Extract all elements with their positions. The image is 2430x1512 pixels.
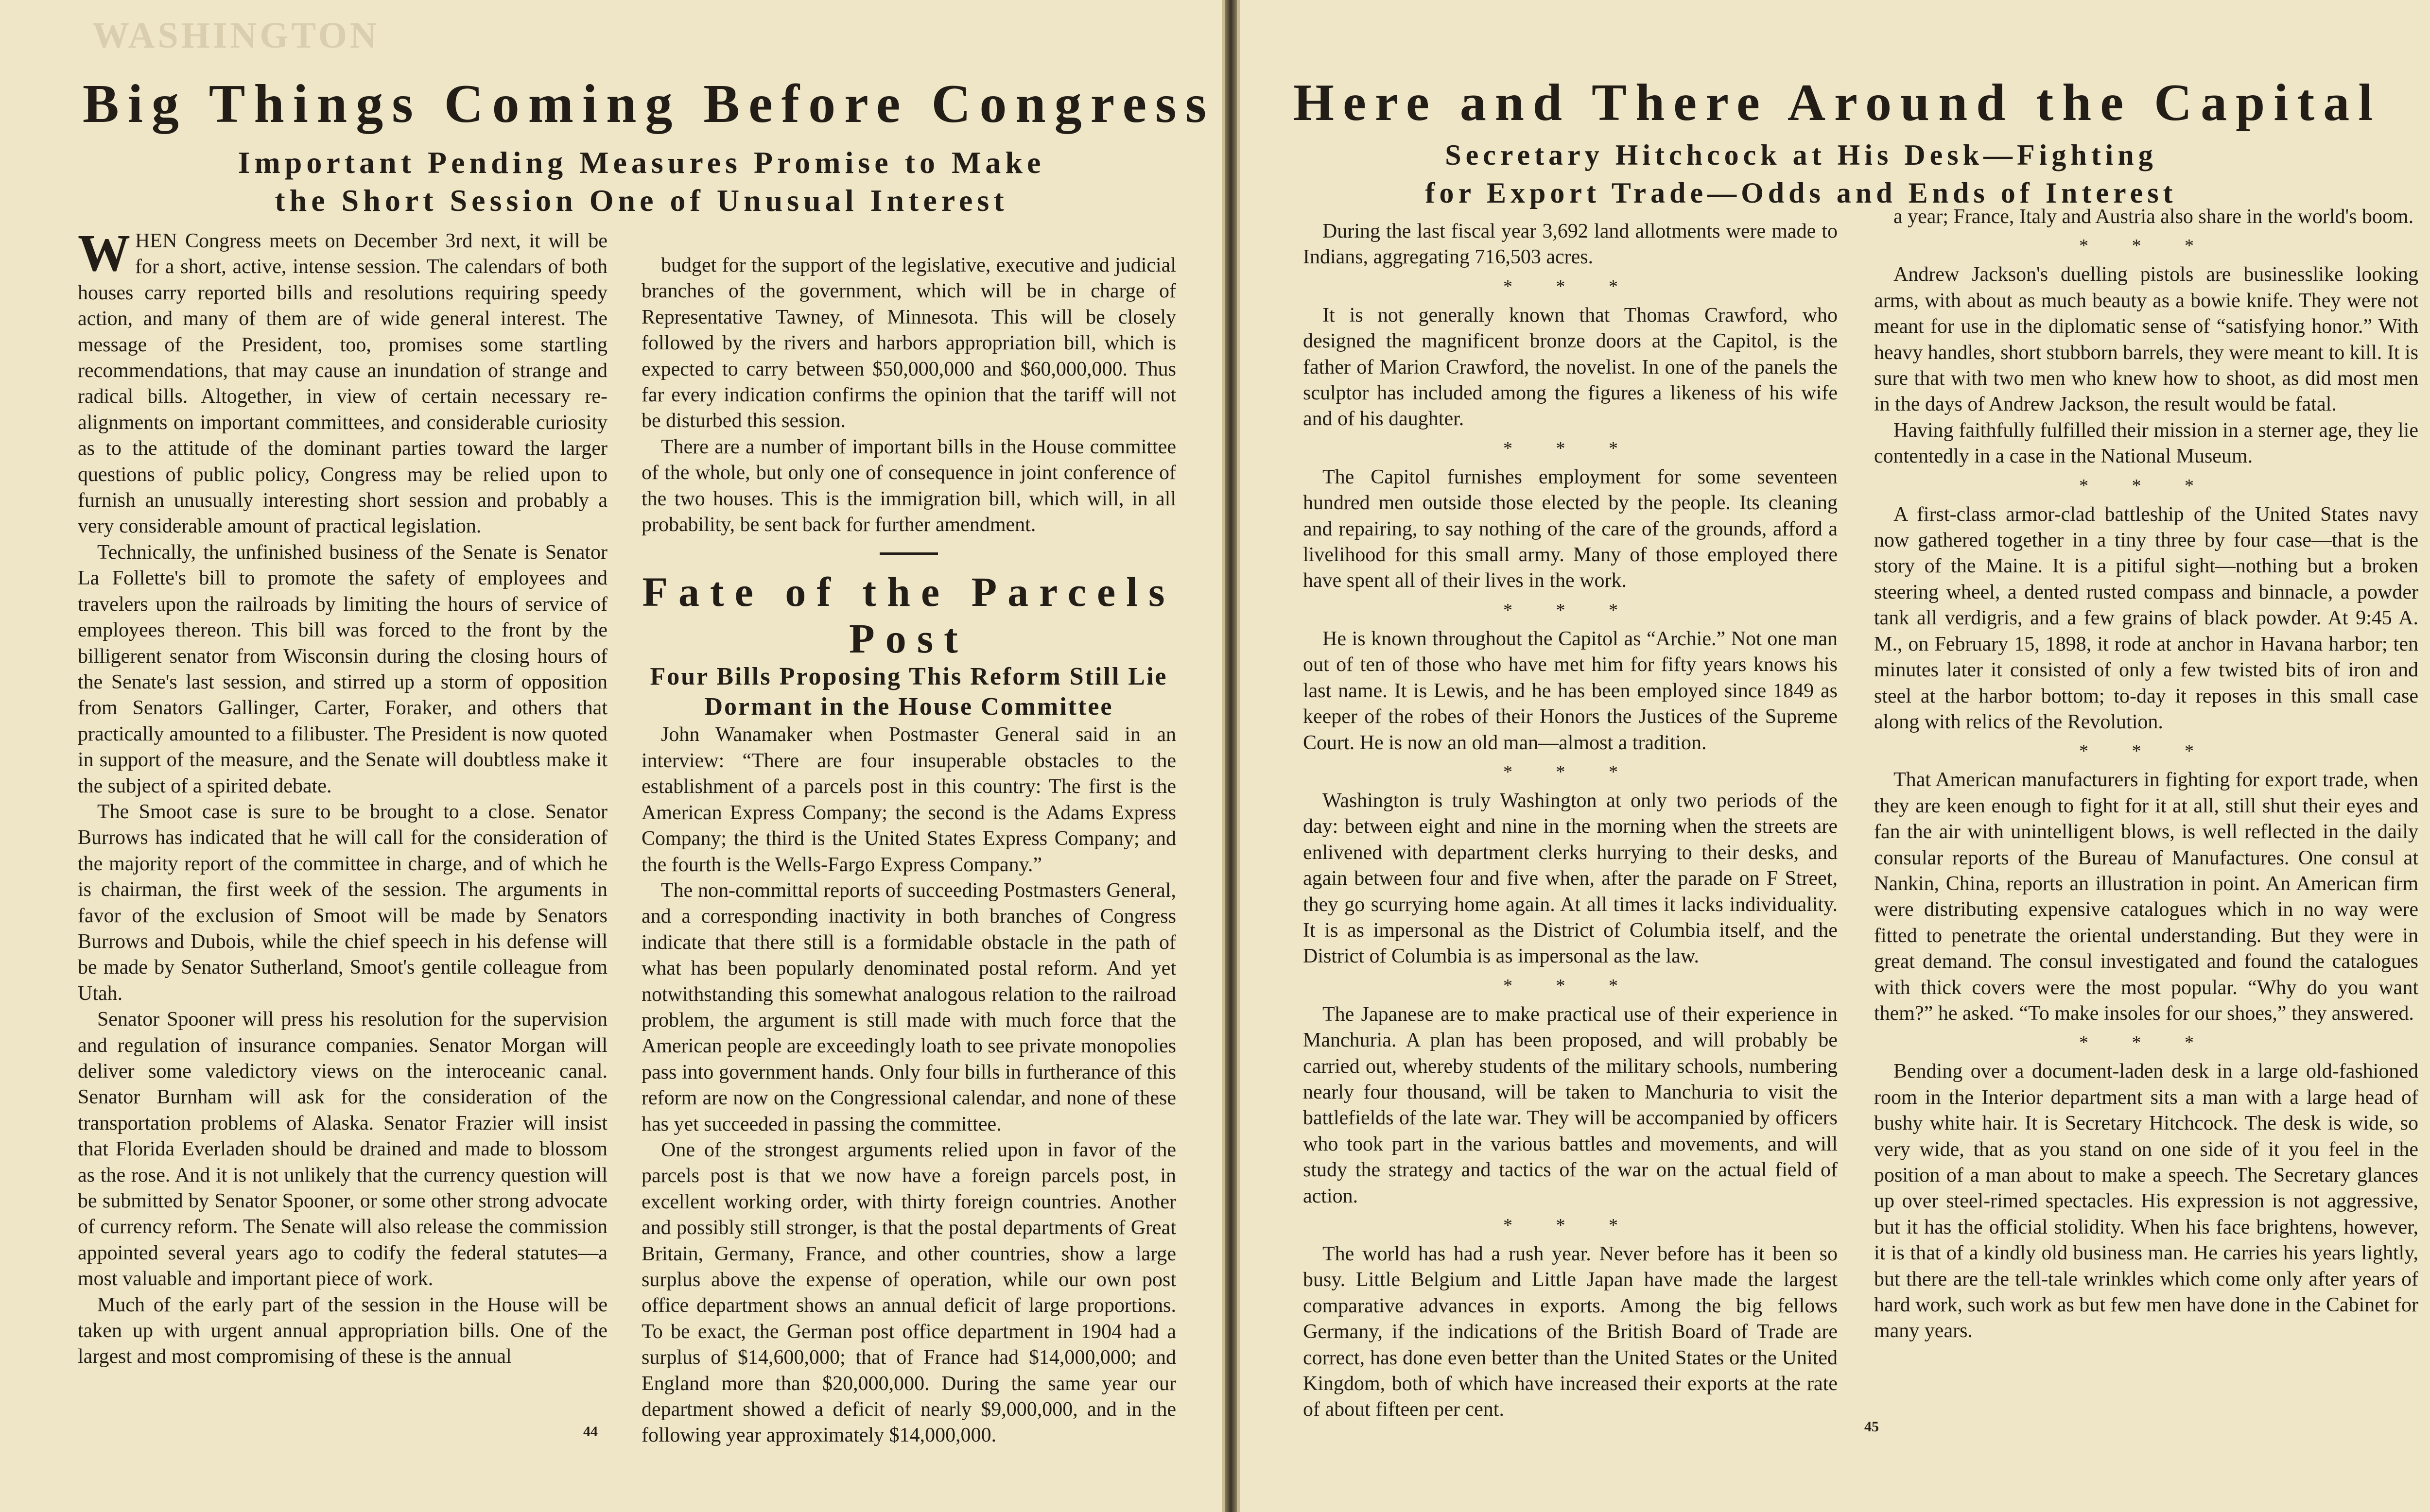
right-col2-para-6: Bending over a document-laden desk in a large old-fashioned room in the Interior department sits a man with a large head of bushy white hair. It is Secretary Hitchcock. The desk is wide, so very wide, that as you stand on one side of it you feel in the position of a man about to make a speech. The Secretary glances up over steel-rimed spectacles. His expression is not aggressive, but it has the official stolidity. When his face brightens, however, it is that of a kindly old business man. He carries his years lightly, but there are the tell-tale wrinkles which come only after years of hard work, such work as but few men have done in the Cabinet for many years. [1874, 1060, 2418, 1342]
left-col1-para-3: The Smoot case is sure to be brought to a close. Senator Burrows has indicated that he will call for the consideration of the majority report of the committee in charge, and of which he is chairman, the first week of the session. The arguments in favor of the exclusion of Smoot will be made by Senators Burrows and Dubois, while the chief speech in his defense will be made by Senator Sutherland, Smoot's gentile colleague from Utah. [78, 800, 608, 1005]
left-subhead [204, 144, 1079, 220]
right-column-1 [1303, 219, 1838, 1423]
right-page-number: 45 [1864, 1419, 1879, 1435]
right-col1-para-4: He is known throughout the Capitol as “Archie.” Not one man out of ten of those who have met him for fifty years knows his last name. It is Lewis, and he has been employed since 1849 as keeper of the robes of their Honors the Justices of the Supreme Court. He is now an old man—almost a tradition. [1303, 627, 1838, 754]
asterism: * * * [1503, 600, 1637, 620]
left-subhead-line-2: the Short Session One of Unusual Interest [275, 183, 1008, 218]
right-column-2 [1874, 204, 2418, 1344]
right-subhead [1400, 136, 2202, 212]
left-col1-para-5: Much of the early part of the session in the House will be taken up with urgent annual appropriation bills. One of the largest and most compromising of these is the annual [78, 1293, 608, 1368]
asterism: * * * [2079, 236, 2213, 257]
left-column-2 [642, 253, 1176, 1449]
right-page [1237, 0, 2430, 1512]
left-col1-para-2: Technically, the unfinished business of the Senate is Senator La Follette's bill to promote the safety of employees and travelers upon the railroads by limiting the hours of service of employees thereon. This bill was forced to the front by the billigerent senator from Wisconsin during the closing hours of the Senate's last session, and stirred up a storm of opposition from Senators Gallinger, Carter, Foraker, and others that practically amounted to a filibuster. The President is now quoted in support of the measure, and the Senate will doubtless make it the subject of a spirited debate. [78, 541, 608, 797]
right-col1-para-5: Washington is truly Washington at only two periods of the day: between eight and nine in the morning when the streets are enlivened with department clerks hurrying to their desks, and again between four and five when, after the parade on F Street, they go scurrying home again. At all times it lacks individuality. It is as impersonal as the District of Columbia itself, and the District of Columbia is as impersonal as the law. [1303, 789, 1838, 968]
asterism: * * * [1503, 276, 1637, 297]
right-subhead-line-2: for Export Trade—Odds and Ends of Interest [1425, 177, 2177, 209]
left-headline: Big Things Coming Before Congress [83, 74, 1215, 134]
right-headline: Here and There Around the Capital [1293, 74, 2382, 132]
left-page-number: 44 [583, 1424, 598, 1440]
right-col1-para-3: The Capitol furnishes employment for some seventeen hundred men outside those elected by the people. Its cleaning and repairing, to say nothing of the care of the grounds, afford a livelihood for this small army. Many of those employed there have spent all of their lives in the work. [1303, 465, 1838, 592]
right-col2-para-3: Having faithfully fulfilled their mission in a sterner age, they lie contentedly in a case in the National Museum. [1874, 419, 2418, 468]
right-col1-para-1: During the last fiscal year 3,692 land allotments were made to Indians, aggregating 716,503 acres. [1303, 220, 1838, 269]
right-col2-para-1: a year; France, Italy and Austria also share in the world's boom. [1893, 206, 2414, 228]
parcels-post-subhead: Four Bills Proposing This Reform Still Lie Dormant in the House Committee [650, 663, 1168, 721]
section-divider-rule [880, 552, 938, 555]
asterism: * * * [1503, 975, 1637, 996]
right-col1-para-6: The Japanese are to make practical use of their experience in Manchuria. A plan has been proposed, and will probably be carried out, whereby students of the military schools, numbering nearly four thousand, will be taken to Manchuria to visit the battlefields of the late war. They will be accompanied by officers who took part in the various battles and movements, and will study the strategy and tactics of the war on the actual field of action. [1303, 1003, 1838, 1207]
left-col2-para-3: John Wanamaker when Postmaster General said in an interview: “There are four insuperable obstacles to the establishment of a parcels post in this country: The first is the American Express Company; the second is the Adams Express Company; the third is the United States Express Company; and the fourth is the Wells-Fargo Express Company.” [642, 723, 1176, 876]
parcels-post-headline: Fate of the Parcels Post [642, 568, 1176, 662]
drop-cap: W [78, 224, 130, 282]
left-col1-para-1 [78, 224, 608, 540]
asterism: * * * [2079, 741, 2213, 762]
right-col1-para-7: The world has had a rush year. Never before has it been so busy. Little Belgium and Little Japan have made the largest comparative advances in exports. Among the big fellows Germany, if the indications of the British Board of Trade are correct, has done even better than the United States or the United Kingdom, both of which have increased their exports at the rate of about fifteen per cent. [1303, 1243, 1838, 1421]
asterism: * * * [1503, 761, 1637, 782]
left-col2-para-1: budget for the support of the legislative, executive and judicial branches of the government, which will be in charge of Representative Tawney, of Minnesota. This will be closely followed by the rivers and harbors appropriation bill, which is expected to carry between $50,000,000 and $60,000,000. Thus far every indication confirms the opinion that the tariff will not be disturbed this session. [642, 254, 1176, 432]
book-gutter [1225, 0, 1237, 1512]
masthead-bleed: WASHINGTON [92, 15, 380, 56]
right-subhead-line-1: Secretary Hitchcock at His Desk—Fighting [1445, 139, 2157, 171]
asterism: * * * [1503, 438, 1637, 459]
asterism: * * * [2079, 475, 2213, 496]
asterism: * * * [1503, 1215, 1637, 1236]
asterism: * * * [2079, 1032, 2213, 1053]
left-col2-para-5: One of the strongest arguments relied upon in favor of the parcels post is that we now have a foreign parcels post, in excellent working order, with thirty foreign countries. Another and possibly still stronger, is that the postal departments of Great Britain, Germany, France, and other countries, show a large surplus above the expense of operation, while our own post office department shows an annual deficit of large proportions. To be exact, the German post office department in 1904 had a surplus of $14,600,000; that of France had $14,000,000; and England more than $20,000,000. During the same year our department showed a deficit of nearly $9,000,000, and in the following year approximately $14,000,000. [642, 1138, 1176, 1447]
left-col2-para-2: There are a number of important bills in the House committee of the whole, but only one of consequence in joint conference of the two houses. This is the immigration bill, which will, in all probability, be sent back for further amendment. [642, 435, 1176, 536]
right-col1-para-2: It is not generally known that Thomas Crawford, who designed the magnificent bronze doors at the Capitol, is the father of Marion Crawford, the novelist. In one of the panels the sculptor has included among the figures a likeness of his wife and of his daughter. [1303, 304, 1838, 430]
left-subhead-line-1: Important Pending Measures Promise to Make [238, 145, 1045, 180]
left-col2-para-4: The non-committal reports of succeeding Postmasters General, and a corresponding inactivity in both branches of Congress indicate that there still is a formidable obstacle in the path of what has been popularly denominated postal reform. And yet notwithstanding this somewhat analogous relation to the railroad problem, the argument is still made with much force that the American people are exceedingly loath to see private monopolies pass into government hands. Only four bills in furtherance of this reform are now on the Congressional calendar, and none of these has yet succeeded in passing the committee. [642, 879, 1176, 1135]
right-col2-para-4: A first-class armor-clad battleship of the United States navy now gathered together in a tiny three by four case—that is the story of the Maine. It is a pitiful sight—nothing but a broken steering wheel, a dented rusted compass and binnacle, a powder tank all verdigris, and a few grains of black powder. At 9:45 A. M., on February 15, 1898, it rode at anchor in Havana harbor; ten minutes later it consisted of only a few twisted bits of iron and steel at the harbor bottom; to-day it reposes in this small case along with relics of the Revolution. [1874, 503, 2418, 733]
left-column-1 [78, 224, 608, 1370]
right-col2-para-2: Andrew Jackson's duelling pistols are businesslike looking arms, with about as much beauty as a bowie knife. They were not meant for use in the diplomatic sense of “satisfying honor.” With heavy handles, short stubborn barrels, they were meant to kill. It is sure that with two men who knew how to shoot, as did most men in the days of Andrew Jackson, the result would be fatal. [1874, 263, 2418, 416]
left-col1-para-4: Senator Spooner will press his resolution for the supervision and regulation of insurance companies. Senator Morgan will deliver some valedictory views on the interoceanic canal. Senator Burnham will ask for the consideration of the transportation problems of Alaska. Senator Frazier will insist that Florida Everladen should be drained and made to blossom as the rose. And it is not unlikely that the currency question will be submitted by Senator Spooner, or some other strong advocate of currency reform. The Senate will also release the commission appointed several years ago to codify the federal statutes—a most valuable and important piece of work. [78, 1008, 608, 1290]
left-col1-para-1-text: HEN Congress meets on December 3rd next, it will be for a short, active, intense session. The calendars of both houses carry reported bills and resolutions requiring speedy action, and many of them are of wide general interest. The message of the President, too, promises some startling recommendations, that may cause an inundation of strange and radical bills. Altogether, in view of certain necessary re-alignments on important committees, and considerable curiosity as to the attitude of the dominant parties toward the larger questions of public policy, Congress may be relied upon to furnish an unusually interesting short session and probably a very considerable amount of practical legislation. [78, 230, 608, 538]
right-col2-para-5: That American manufacturers in fighting for export trade, when they are keen enough to fight for it at all, still shut their eyes and fan the air with unintelligent blows, is well reflected in the daily consular reports of the Bureau of Manufactures. One consul at Nankin, China, reports an illustration in point. An American firm were distributing expensive catalogues which in no way were fitted to penetrate the oriental understanding. But they were in great demand. The consul investigated and found the catalogues with thick covers were the most popular. “Why do you want them?” he asked. “To make insoles for our shoes,” they answered. [1874, 769, 2418, 1025]
